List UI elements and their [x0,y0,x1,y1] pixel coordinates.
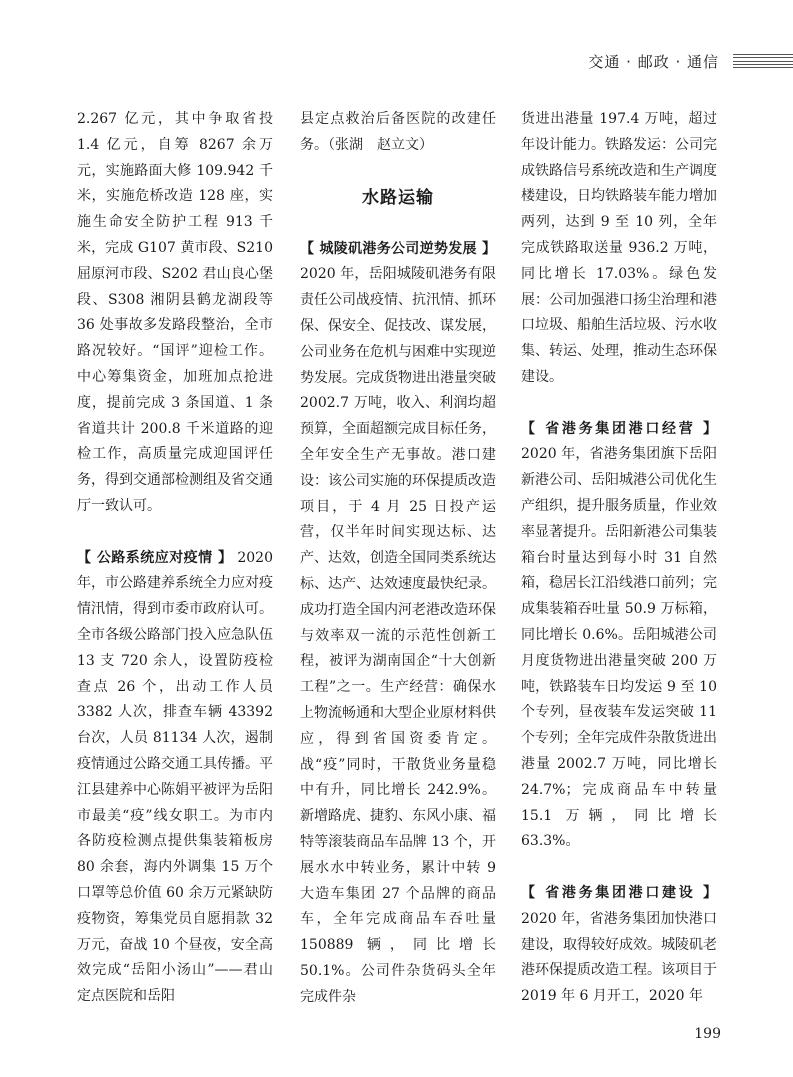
entry-title-chenglingji: 【 城陵矶港务公司逆势发展 】 [300,240,496,257]
column-1 [77,107,273,1010]
column-3 [521,107,717,1010]
paragraph-port-construction [521,881,717,1010]
column-2 [300,107,496,1011]
paragraph-hospital-end: 县定点救治后备医院的改建任务。（张湖 赵立文） [300,111,496,153]
entry-title-highway-epidemic: 【 公路系统应对疫情 】 [77,549,233,566]
header-section-title: 交通 · 邮政 · 通信 [588,52,719,71]
entry-title-port-operation: 【 省港务集团港口经营 】 [521,420,717,437]
running-header [588,46,793,76]
entry-body-port-operation: 2020 年，省港务集团旗下岳阳新港公司、岳阳城港公司优化生产组织，提升服务质量，作业效率显著提升。岳阳新港公司集装箱台时量达到每小时 31 自然箱，稳居长江沿线港口前列；完成集装箱吞吐量 50.9 万标箱，同比增长 0.6%。岳阳城港公司月度货物进出港量突破 200 万吨，铁路装车日均发运 9 至 10 个专列，昼夜装车发运突破 11 个专列；全年完成件杂散货进出港量 2002.7 万吨，同比增长 24.7%；完成商品车中转量 15.1 万辆，同比增长 63.3%。 [521,446,717,850]
header-decoration-lines [733,54,793,68]
entry-title-port-construction: 【 省港务集团港口建设 】 [521,884,717,901]
section-title-waterway: 水路运输 [362,187,434,208]
paragraph-chenglingji-port [300,237,496,1011]
entry-body-chenglingji: 2020 年，岳阳城陵矶港务有限责任公司战疫情、抗汛情、抓环保、保安全、促技改、谋发展，公司业务在危机与困难中实现逆势发展。完成货物进出港量突破 2002.7 万吨，收入、利润均超预算，全面超额完成目标任务，全年安全生产无事故。港口建设：该公司实施的环保提质改造项目，于 4 月 25 日投产运营，仅半年时间实现达标、达产、达效，创造全国同类系统达标、达产、达效速度最快纪录。成功打造全国内河老港改造环保与效率双一流的示范性创新工程，被评为湖南国企“十大创新工程”之一。生产经营：确保水上物流畅通和大型企业原材料供应，得到省国资委肯定。战“疫”同时，干散货业务量稳中有升，同比增长 242.9%。新增路虎、捷豹、东风小康、福特等滚装商品车品牌 13 个，开展水水中转业务，累计中转 9 大造车集团 27 个品牌的商品车，全年完成商品车吞吐量 150889 辆，同比增长 50.1%。公司件杂货码头全年完成件杂 [300,266,496,1005]
paragraph-chenglingji-cont: 货进出港量 197.4 万吨，超过年设计能力。铁路发运：公司完成铁路信号系统改造和生产调度楼建设，日均铁路装车能力增加两列，达到 9 至 10 列，全年完成铁路取送量 936.2 万吨，同比增长 17.03%。绿色发展：公司加强港口扬尘治理和港口垃圾、船舶生活垃圾、污水收集、转运、处理，推动生态环保建设。 [521,111,717,385]
paragraph-port-operation [521,417,717,856]
page-number: 199 [694,1026,721,1042]
entry-body-port-construction: 2020 年，省港务集团加快港口建设，取得较好成效。城陵矶老港环保提质改造工程。该项目于 2019 年 6 月开工，2020 年 [521,910,717,1005]
paragraph-highway-epidemic [77,546,273,1010]
entry-body-highway-epidemic: 2020 年，市公路建养系统全力应对疫情汛情，得到市委市政府认可。全市各级公路部门投入应急队伍 13 支 720 余人，设置防疫检查点 26 个，出动工作人员 3382 人次，排查车辆 43392 台次，人员 81134 人次，遏制疫情通过公路交通工具传播。平江县建养中心陈娟平被评为岳阳市最美“疫”线女职工。为市内各防疫检测点提供集装箱板房 80 余套，海内外调集 15 万个口罩等总价值 60 余万元紧缺防疫物资，筹集党员自愿捐款 32 万元，奋战 10 个昼夜，安全高效完成“岳阳小汤山”——君山定点医院和岳阳 [77,549,273,1005]
paragraph-highway-maintenance: 2.267 亿元，其中争取省投 1.4 亿元，自筹 8267 余万元，实施路面大修 109.942 千米，实施危桥改造 128 座，实施生命安全防护工程 913 千米，完成 G107 黄市段、S210 屈原河市段、S202 君山良心堡段、S308 湘阴县鹤龙湖段等 36 处事故多发路段整治，全市路况较好。“国评”迎检工作。中心筹集资金，加班加点抢进度，提前完成 3 条国道、1 条省道共计 200.8 千米道路的迎检工作，高质量完成迎国评任务，得到交通部检测组及省交通厅一致认可。 [77,111,273,514]
